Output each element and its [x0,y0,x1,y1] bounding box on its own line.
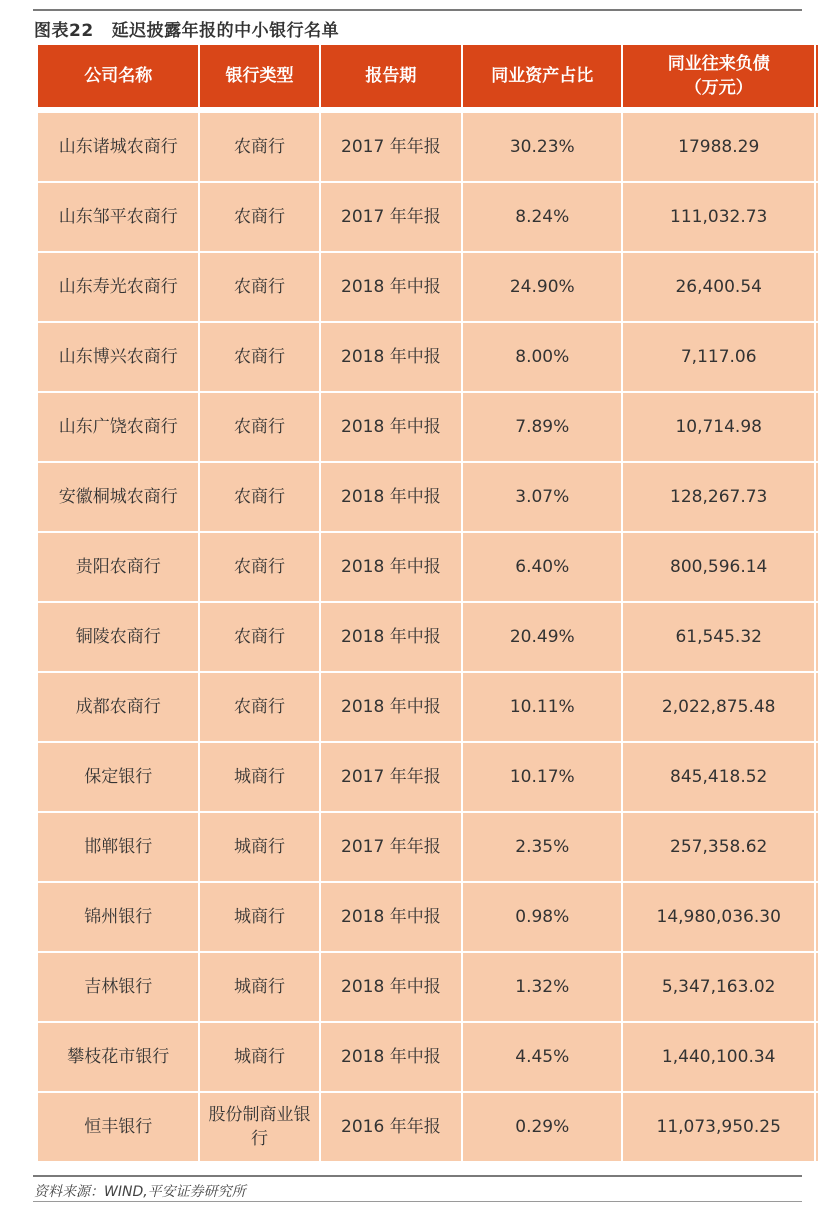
bank-table-container [36,43,818,1171]
company-name-cell: 恒丰银行 [38,1093,198,1161]
report-period-cell: 2018 年中报 [321,673,461,741]
bank-type-cell: 农商行 [200,603,318,671]
interbank-asset-ratio-cell: 10.11% [463,673,621,741]
interbank-asset-ratio-cell: 8.24% [463,183,621,251]
company-name-cell: 山东邹平农商行 [38,183,198,251]
bank-type-cell: 城商行 [200,883,318,951]
report-period-cell: 2017 年年报 [321,813,461,881]
interbank-asset-ratio-cell: 0.98% [463,883,621,951]
bottom-rule [33,1175,802,1177]
interbank-liability-cell: 128,267.73 [623,463,813,531]
report-period-cell: 2018 年中报 [321,393,461,461]
interbank-liability-cell: 61,545.32 [623,603,813,671]
company-name-cell: 安徽桐城农商行 [38,463,198,531]
table-row [38,323,818,391]
table-row [38,183,818,251]
interbank-liability-cell: 11,073,950.25 [623,1093,813,1161]
interbank-liability-cell: 14,980,036.30 [623,883,813,951]
interbank-liability-cell: 845,418.52 [623,743,813,811]
company-name-cell: 贵阳农商行 [38,533,198,601]
report-period-cell: 2017 年年报 [321,743,461,811]
table-row [38,1093,818,1161]
header-label: 同业资产占比 [491,66,594,86]
table-body [38,109,818,1161]
table-row [38,533,818,601]
table-row [38,253,818,321]
interbank-asset-ratio-cell: 1.32% [463,953,621,1021]
interbank-liability-header [623,45,813,107]
interbank-asset-ratio-cell: 30.23% [463,113,621,181]
interbank-asset-ratio-header [463,45,621,107]
report-period-cell: 2018 年中报 [321,533,461,601]
interbank-liability-cell: 17988.29 [623,113,813,181]
report-period-cell: 2018 年中报 [321,323,461,391]
interbank-liability-cell: 26,400.54 [623,253,813,321]
bank-type-cell: 农商行 [200,253,318,321]
interbank-asset-ratio-cell: 20.49% [463,603,621,671]
figure-caption [34,16,339,42]
bank-type-cell: 农商行 [200,533,318,601]
interbank-asset-ratio-cell: 4.45% [463,1023,621,1091]
report-period-cell: 2017 年年报 [321,183,461,251]
interbank-liability-cell: 2,022,875.48 [623,673,813,741]
table-row [38,813,818,881]
interbank-asset-ratio-cell: 10.17% [463,743,621,811]
company-name-cell: 锦州银行 [38,883,198,951]
table-row [38,463,818,531]
table-row [38,953,818,1021]
interbank-liability-cell: 257,358.62 [623,813,813,881]
interbank-liability-cell: 1,440,100.34 [623,1023,813,1091]
company-name-header [38,45,198,107]
bank-type-cell: 股份制商业银行 [200,1093,318,1161]
bank-type-header [200,45,318,107]
report-period-cell: 2018 年中报 [321,463,461,531]
header-label: 公司名称 [84,66,153,86]
bank-table [36,43,818,1163]
report-period-cell: 2018 年中报 [321,603,461,671]
interbank-asset-ratio-cell: 24.90% [463,253,621,321]
report-period-header [321,45,461,107]
header-label: 同业往来负债 [667,54,770,74]
header-label: 报告期 [365,66,417,86]
header-label: 银行类型 [225,66,294,86]
header-unit: （万元） [684,78,753,98]
top-rule [33,9,802,11]
company-name-cell: 铜陵农商行 [38,603,198,671]
company-name-cell: 攀枝花市银行 [38,1023,198,1091]
figure-title: 延迟披露年报的中小银行名单 [111,21,340,41]
report-period-cell: 2018 年中报 [321,253,461,321]
company-name-cell: 山东寿光农商行 [38,253,198,321]
report-period-cell: 2018 年中报 [321,953,461,1021]
bank-type-cell: 城商行 [200,1023,318,1091]
report-period-cell: 2018 年中报 [321,883,461,951]
report-period-cell: 2017 年年报 [321,113,461,181]
bank-type-cell: 农商行 [200,183,318,251]
interbank-liability-cell: 111,032.73 [623,183,813,251]
interbank-asset-ratio-cell: 6.40% [463,533,621,601]
bank-type-cell: 农商行 [200,323,318,391]
interbank-liability-cell: 5,347,163.02 [623,953,813,1021]
company-name-cell: 山东诸城农商行 [38,113,198,181]
interbank-asset-ratio-cell: 8.00% [463,323,621,391]
report-period-cell: 2016 年年报 [321,1093,461,1161]
table-row [38,673,818,741]
interbank-liability-cell: 7,117.06 [623,323,813,391]
interbank-liability-cell: 800,596.14 [623,533,813,601]
company-name-cell: 吉林银行 [38,953,198,1021]
interbank-asset-ratio-cell: 0.29% [463,1093,621,1161]
company-name-cell: 山东广饶农商行 [38,393,198,461]
table-row [38,1023,818,1091]
bank-type-cell: 农商行 [200,393,318,461]
interbank-asset-ratio-cell: 7.89% [463,393,621,461]
interbank-asset-ratio-cell: 3.07% [463,463,621,531]
table-row [38,743,818,811]
interbank-liability-cell: 10,714.98 [623,393,813,461]
figure-number: 图表22 [34,21,94,41]
bank-type-cell: 农商行 [200,463,318,531]
footer-rule [33,1201,802,1202]
header-gap [38,109,818,111]
table-row [38,393,818,461]
bank-type-cell: 城商行 [200,813,318,881]
company-name-cell: 邯郸银行 [38,813,198,881]
table-header-row [38,45,818,107]
bank-type-cell: 农商行 [200,673,318,741]
report-period-cell: 2018 年中报 [321,1023,461,1091]
table-row [38,883,818,951]
bank-type-cell: 城商行 [200,743,318,811]
bank-type-cell: 农商行 [200,113,318,181]
table-row [38,113,818,181]
company-name-cell: 保定银行 [38,743,198,811]
table-row [38,603,818,671]
source-note: 资料来源：WIND,平安证券研究所 [34,1184,246,1200]
interbank-asset-ratio-cell: 2.35% [463,813,621,881]
company-name-cell: 山东博兴农商行 [38,323,198,391]
company-name-cell: 成都农商行 [38,673,198,741]
bank-type-cell: 城商行 [200,953,318,1021]
